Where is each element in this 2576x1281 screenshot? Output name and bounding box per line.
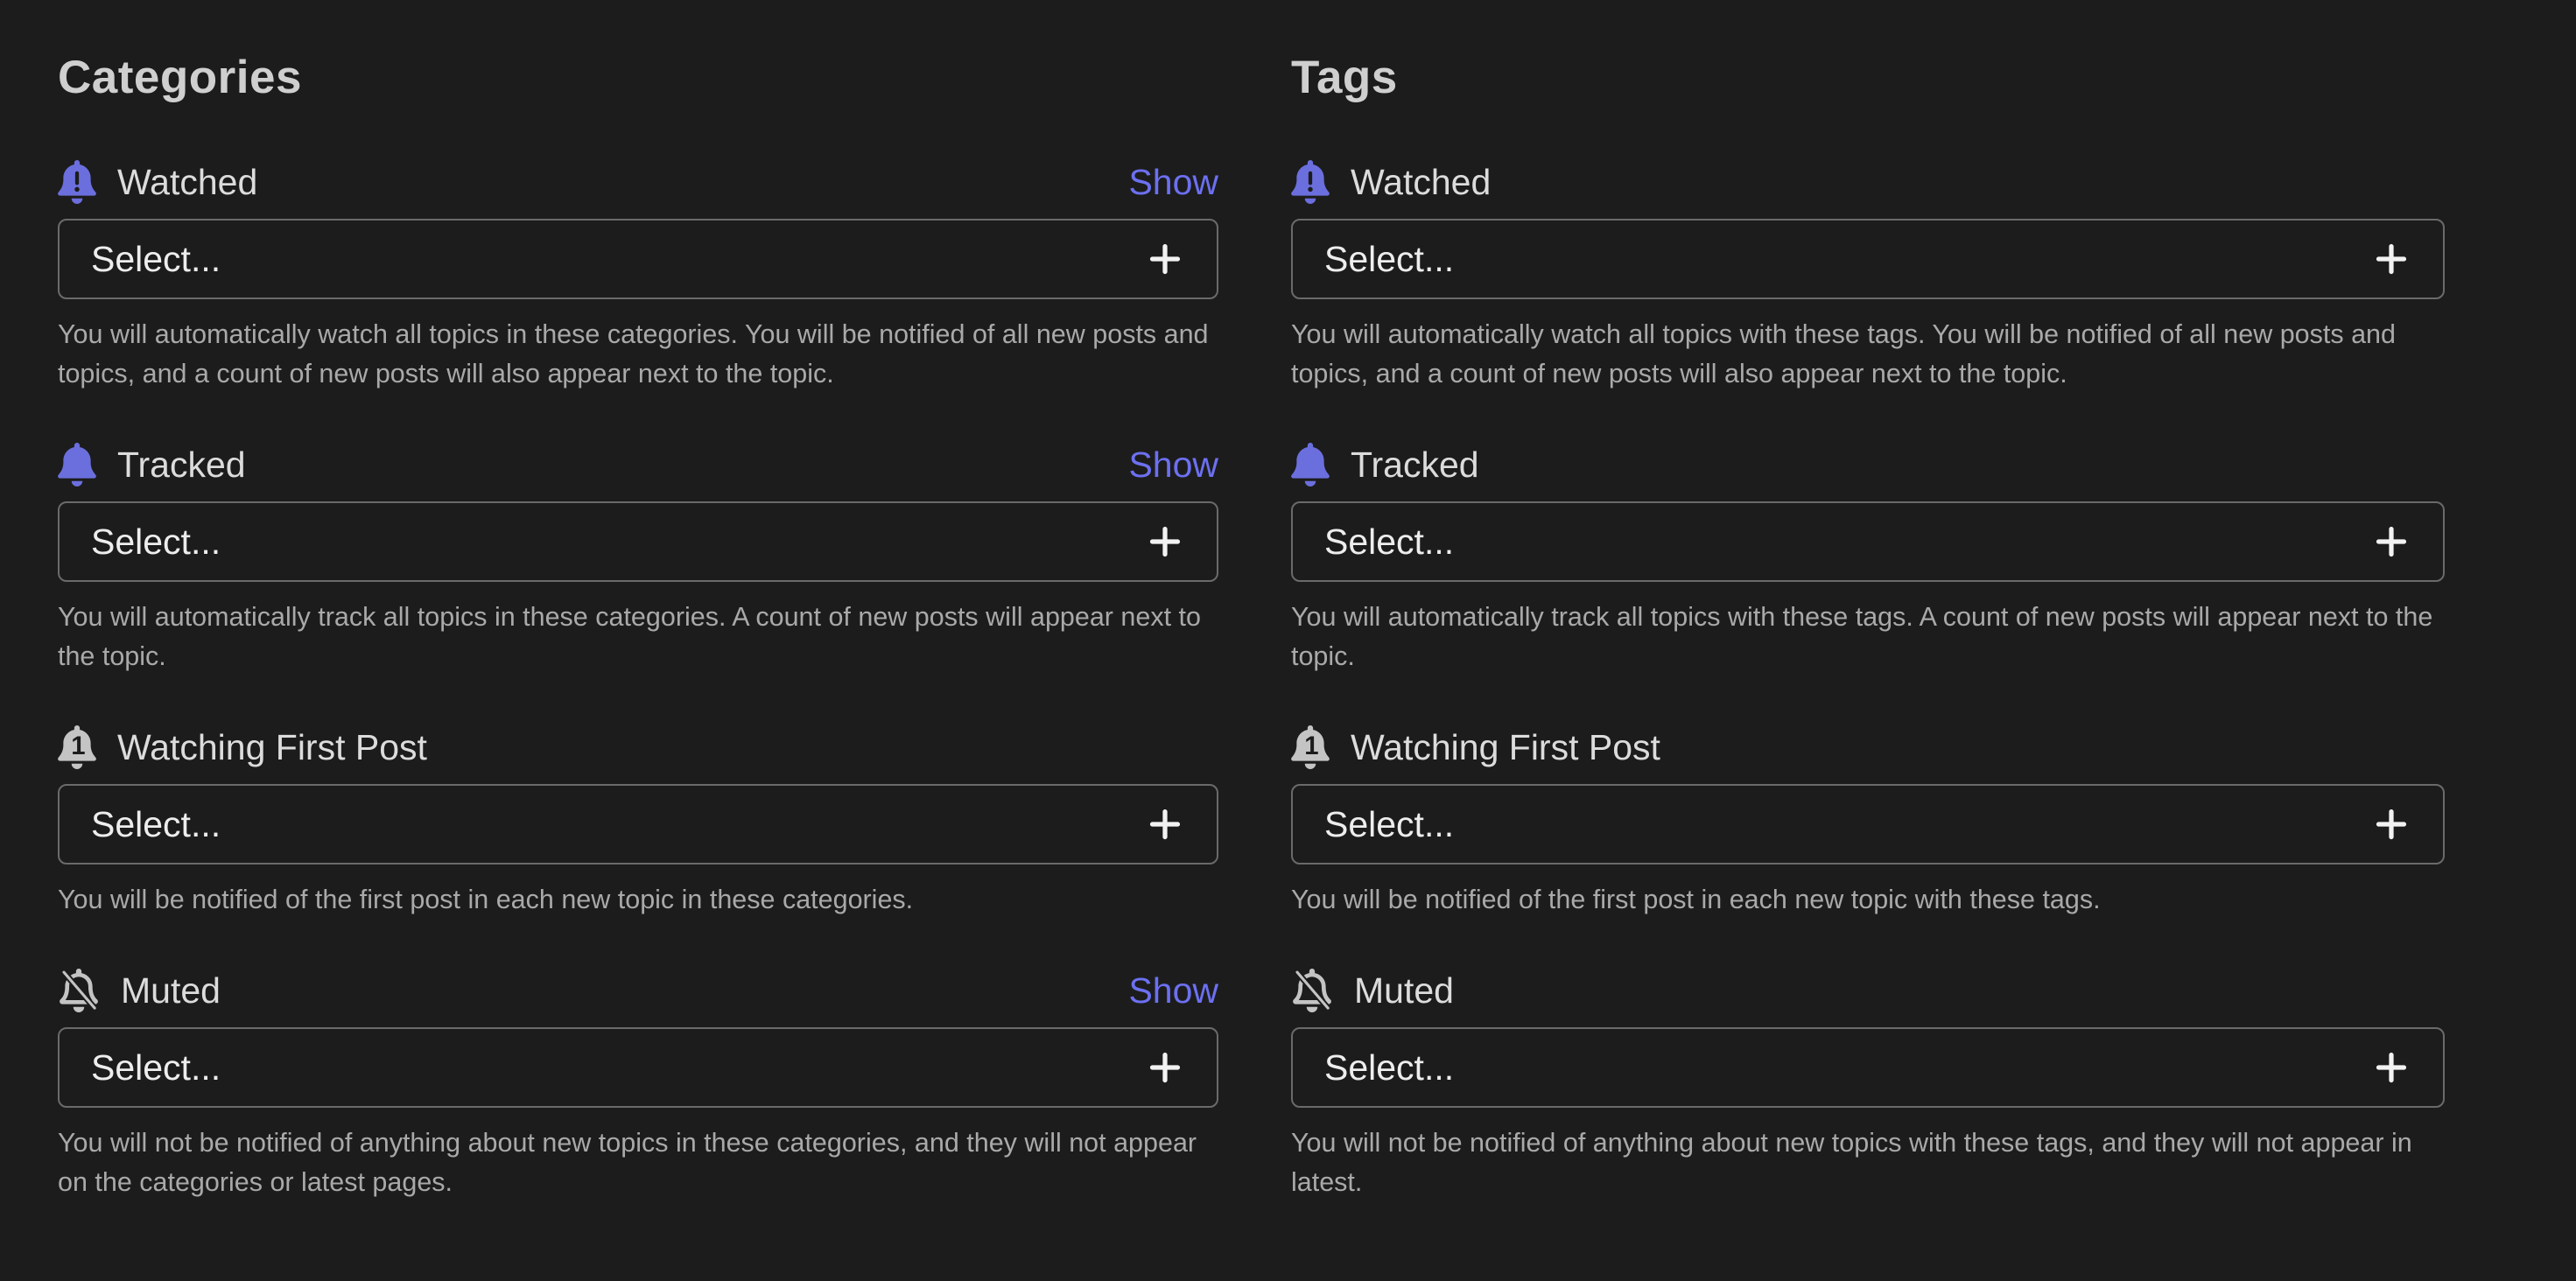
tags-tracked-section: [1291, 442, 2445, 676]
plus-icon: [2373, 523, 2410, 560]
categories-column: [58, 51, 1218, 1250]
categories-watching-first-post-section: [58, 724, 1218, 920]
categories-heading: Categories: [58, 52, 302, 103]
select-placeholder: Select...: [91, 803, 221, 844]
select-placeholder: Select...: [91, 521, 221, 562]
select-placeholder: Select...: [91, 1046, 221, 1088]
show-watched-categories-link[interactable]: Show: [1128, 161, 1218, 202]
bell-icon: [1291, 443, 1330, 486]
tags-muted-section: [1291, 968, 2445, 1202]
categories-watched-section: [58, 159, 1218, 394]
tracked-categories-select[interactable]: [58, 501, 1218, 582]
plus-icon: [1147, 241, 1183, 277]
bell-one-icon: [58, 725, 96, 769]
tags-watched-section: [1291, 159, 2445, 394]
tags-column: [1291, 51, 2445, 1250]
section-description: You will be notified of the first post in each new topic in these categories.: [58, 885, 914, 914]
section-label: Watched: [117, 161, 258, 202]
muted-tags-select[interactable]: [1291, 1027, 2445, 1108]
tags-watching-first-post-section: [1291, 724, 2445, 920]
select-placeholder: Select...: [1324, 803, 1455, 844]
show-muted-categories-link[interactable]: Show: [1128, 970, 1218, 1011]
section-description: You will automatically watch all topics with these tags. You will be notified of all new posts and topics, and a count of new posts will also appear next to the topic.: [1291, 319, 2396, 388]
bell-one-icon: [1291, 725, 1330, 769]
bell-icon: [58, 443, 96, 486]
select-placeholder: Select...: [91, 238, 221, 279]
section-label: Watching First Post: [117, 726, 427, 767]
bell-exclamation-icon: [58, 160, 96, 204]
select-placeholder: Select...: [1324, 521, 1455, 562]
watched-tags-select[interactable]: [1291, 219, 2445, 299]
section-description: You will not be notified of anything about new topics with these tags, and they will not appear in latest.: [1291, 1128, 2412, 1197]
bell-slash-icon: [1291, 969, 1333, 1012]
section-label: Tracked: [117, 444, 246, 485]
plus-icon: [2373, 806, 2410, 843]
categories-muted-section: [58, 968, 1218, 1202]
watching-first-post-tags-select[interactable]: [1291, 784, 2445, 864]
section-description: You will not be notified of anything about new topics in these categories, and they will not appear on the categories or latest pages.: [58, 1128, 1197, 1197]
watching-first-post-categories-select[interactable]: [58, 784, 1218, 864]
section-description: You will be notified of the first post in each new topic with these tags.: [1291, 885, 2101, 914]
section-label: Muted: [121, 970, 221, 1011]
select-placeholder: Select...: [1324, 1046, 1455, 1088]
bell-exclamation-icon: [1291, 160, 1330, 204]
show-tracked-categories-link[interactable]: Show: [1128, 444, 1218, 485]
tracked-tags-select[interactable]: [1291, 501, 2445, 582]
select-placeholder: Select...: [1324, 238, 1455, 279]
section-label: Muted: [1354, 970, 1454, 1011]
muted-categories-select[interactable]: [58, 1027, 1218, 1108]
bell-slash-icon: [58, 969, 100, 1012]
categories-tracked-section: [58, 442, 1218, 676]
plus-icon: [2373, 1049, 2410, 1086]
section-description: You will automatically track all topics with these tags. A count of new posts will appear next to the topic.: [1291, 602, 2433, 671]
section-label: Tracked: [1351, 444, 1479, 485]
tags-heading: Tags: [1291, 52, 1398, 103]
svg-text:1: 1: [1304, 732, 1319, 761]
svg-text:1: 1: [71, 732, 86, 761]
plus-icon: [2373, 241, 2410, 277]
plus-icon: [1147, 523, 1183, 560]
section-description: You will automatically watch all topics in these categories. You will be notified of all new posts and topics, and a count of new posts will also appear next to the topic.: [58, 319, 1209, 388]
plus-icon: [1147, 1049, 1183, 1086]
section-label: Watched: [1351, 161, 1492, 202]
section-label: Watching First Post: [1351, 726, 1660, 767]
watched-categories-select[interactable]: [58, 219, 1218, 299]
section-description: You will automatically track all topics in these categories. A count of new posts will appear next to the topic.: [58, 602, 1201, 671]
plus-icon: [1147, 806, 1183, 843]
